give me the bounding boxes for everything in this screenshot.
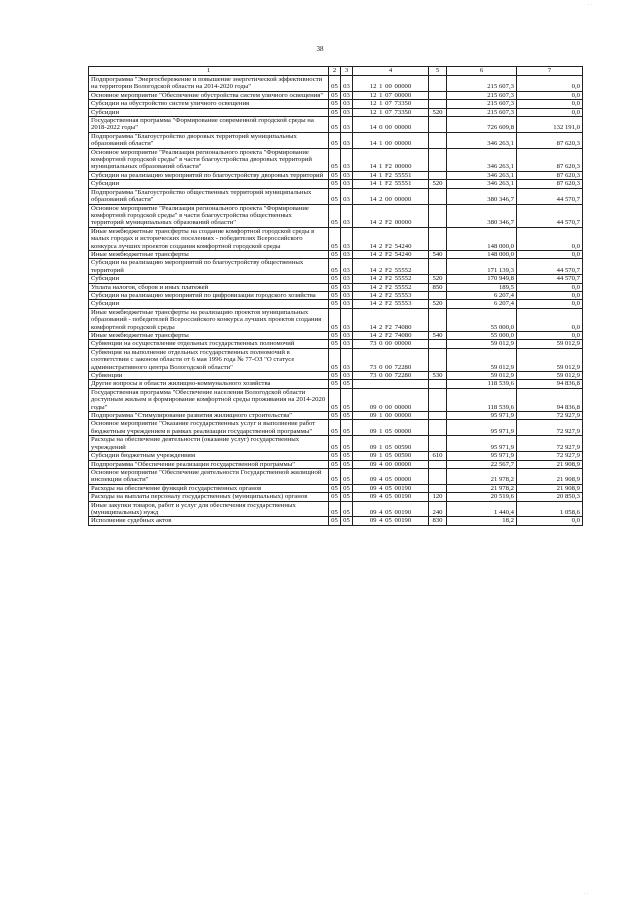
row-section-cell: 05 <box>329 283 341 291</box>
row-name-cell: Основное мероприятие "Реализация регионального проекта "Формирование комфортной городской среды" в части благоустройства общественных территорий муниципальных образований области" <box>89 204 329 227</box>
row-amount-1-cell: 95 971,9 <box>447 412 517 420</box>
row-target-article-cell: 14 2 F2 74080 <box>353 332 429 340</box>
row-amount-1-cell: 170 949,8 <box>447 275 517 283</box>
row-expense-type-cell: 520 <box>429 300 447 308</box>
table-body <box>89 76 583 526</box>
table-row <box>89 117 583 133</box>
row-name-cell: Подпрограмма "Стимулирование развития жилищного строительства" <box>89 412 329 420</box>
row-target-article-cell: 09 4 05 00190 <box>353 493 429 501</box>
row-amount-1-cell: 59 012,9 <box>447 348 517 371</box>
row-amount-1-cell: 21 978,2 <box>447 484 517 492</box>
row-expense-type-cell <box>429 412 447 420</box>
header-cell: 5 <box>429 67 447 76</box>
row-subsection-cell: 03 <box>341 250 353 258</box>
table-row <box>89 501 583 517</box>
row-amount-2-cell: 0,0 <box>517 100 583 108</box>
row-expense-type-cell <box>429 76 447 92</box>
row-subsection-cell: 05 <box>341 460 353 468</box>
row-amount-1-cell: 726 609,8 <box>447 117 517 133</box>
row-expense-type-cell <box>429 117 447 133</box>
row-subsection-cell: 05 <box>341 501 353 517</box>
row-section-cell: 05 <box>329 460 341 468</box>
row-expense-type-cell <box>429 340 447 348</box>
row-name-cell: Подпрограмма "Энергосбережение и повышение энергетической эффективности на территории Вологодской области на 2014-2020 годы" <box>89 76 329 92</box>
row-name-cell: Субвенции на осуществление отдельных государственных полномочий <box>89 340 329 348</box>
row-expense-type-cell: 540 <box>429 332 447 340</box>
row-amount-2-cell: 87 620,3 <box>517 171 583 179</box>
row-subsection-cell: 03 <box>341 259 353 275</box>
row-section-cell: 05 <box>329 91 341 99</box>
row-subsection-cell: 05 <box>341 484 353 492</box>
row-name-cell: Субсидии <box>89 108 329 116</box>
row-section-cell: 05 <box>329 148 341 171</box>
table-row <box>89 283 583 291</box>
row-name-cell: Иные закупки товаров, работ и услуг для обеспечения государственных (муниципальных) нужд <box>89 501 329 517</box>
row-target-article-cell: 14 1 F2 55551 <box>353 180 429 188</box>
row-section-cell: 05 <box>329 291 341 299</box>
row-expense-type-cell: 610 <box>429 452 447 460</box>
row-expense-type-cell: 530 <box>429 372 447 380</box>
row-amount-2-cell: 94 836,8 <box>517 388 583 411</box>
row-subsection-cell: 05 <box>341 493 353 501</box>
row-amount-2-cell: 0,0 <box>517 308 583 331</box>
row-amount-1-cell: 171 139,3 <box>447 259 517 275</box>
row-target-article-cell: 14 2 F2 55553 <box>353 291 429 299</box>
row-name-cell: Подпрограмма "Благоустройство дворовых территорий муниципальных образований области" <box>89 132 329 148</box>
row-amount-1-cell: 6 207,4 <box>447 291 517 299</box>
row-name-cell: Основное мероприятие "Обеспечение деятельности Государственной жилищной инспекции области" <box>89 468 329 484</box>
row-amount-2-cell: 1 058,6 <box>517 501 583 517</box>
row-target-article-cell: 73 0 00 72280 <box>353 348 429 371</box>
header-cell: 3 <box>341 67 353 76</box>
row-amount-2-cell: 0,0 <box>517 76 583 92</box>
row-amount-2-cell: 132 191,0 <box>517 117 583 133</box>
row-name-cell: Субвенции <box>89 372 329 380</box>
row-name-cell: Субсидии <box>89 300 329 308</box>
row-name-cell: Субсидии на реализацию мероприятий по благоустройству общественных территорий <box>89 259 329 275</box>
row-expense-type-cell <box>429 171 447 179</box>
row-amount-2-cell: 87 620,3 <box>517 148 583 171</box>
table-row <box>89 372 583 380</box>
row-section-cell: 05 <box>329 484 341 492</box>
row-amount-2-cell: 59 012,9 <box>517 372 583 380</box>
row-target-article-cell: 12 1 07 73350 <box>353 108 429 116</box>
row-name-cell: Иные межбюджетные трансферты на реализацию проектов муниципальных образований - победителей Всероссийского конкурса лучших проектов создания комфортной городской среды <box>89 308 329 331</box>
row-expense-type-cell <box>429 132 447 148</box>
row-target-article-cell: 73 0 00 72280 <box>353 372 429 380</box>
row-amount-1-cell: 59 012,9 <box>447 340 517 348</box>
row-section-cell: 05 <box>329 275 341 283</box>
row-expense-type-cell: 520 <box>429 180 447 188</box>
table-row <box>89 180 583 188</box>
row-amount-1-cell: 95 971,9 <box>447 420 517 436</box>
row-expense-type-cell <box>429 348 447 371</box>
row-name-cell: Расходы на выплаты персоналу государственных (муниципальных) органов <box>89 493 329 501</box>
row-subsection-cell: 03 <box>341 76 353 92</box>
row-amount-1-cell: 21 978,2 <box>447 468 517 484</box>
table-row <box>89 436 583 452</box>
row-section-cell: 05 <box>329 76 341 92</box>
row-subsection-cell: 03 <box>341 275 353 283</box>
row-amount-1-cell: 215 607,3 <box>447 91 517 99</box>
row-section-cell: 05 <box>329 380 341 388</box>
row-amount-1-cell: 55 000,0 <box>447 308 517 331</box>
row-expense-type-cell: 120 <box>429 493 447 501</box>
table-row <box>89 76 583 92</box>
row-amount-1-cell: 346 263,1 <box>447 171 517 179</box>
row-amount-1-cell: 215 607,3 <box>447 100 517 108</box>
row-amount-2-cell: 44 570,7 <box>517 259 583 275</box>
row-amount-2-cell: 72 927,9 <box>517 420 583 436</box>
row-section-cell: 05 <box>329 452 341 460</box>
row-expense-type-cell <box>429 188 447 204</box>
row-section-cell: 05 <box>329 180 341 188</box>
row-amount-2-cell: 21 908,9 <box>517 468 583 484</box>
row-target-article-cell: 14 2 00 00000 <box>353 188 429 204</box>
table-row <box>89 308 583 331</box>
row-amount-2-cell: 72 927,9 <box>517 452 583 460</box>
row-amount-1-cell: 20 519,6 <box>447 493 517 501</box>
row-amount-1-cell: 55 000,0 <box>447 332 517 340</box>
row-subsection-cell: 03 <box>341 180 353 188</box>
row-section-cell: 05 <box>329 108 341 116</box>
row-section-cell: 05 <box>329 332 341 340</box>
row-expense-type-cell <box>429 468 447 484</box>
table-row <box>89 227 583 250</box>
table-row <box>89 484 583 492</box>
row-amount-2-cell: 0,0 <box>517 517 583 525</box>
row-name-cell: Подпрограмма "Благоустройство общественных территорий муниципальных образований области" <box>89 188 329 204</box>
row-section-cell: 05 <box>329 493 341 501</box>
row-name-cell: Субсидии на реализацию мероприятий по цифровизации городского хозяйства <box>89 291 329 299</box>
row-name-cell: Субвенция на выполнение отдельных государственных полномочий в соответствии с законом области от 6 мая 1996 года № 77-ОЗ "О статусе административного центра Вологодской области" <box>89 348 329 371</box>
scan-mark: · · <box>587 3 592 8</box>
row-amount-2-cell: 59 012,9 <box>517 340 583 348</box>
row-name-cell: Государственная программа "Формирование современной городской среды на 2018-2022 годы" <box>89 117 329 133</box>
row-expense-type-cell <box>429 388 447 411</box>
row-subsection-cell: 03 <box>341 332 353 340</box>
row-expense-type-cell <box>429 484 447 492</box>
row-amount-1-cell: 215 607,3 <box>447 76 517 92</box>
row-expense-type-cell: 850 <box>429 283 447 291</box>
row-target-article-cell: 14 2 F2 55552 <box>353 259 429 275</box>
row-amount-1-cell: 346 263,1 <box>447 148 517 171</box>
scan-mark: · · <box>583 892 588 897</box>
row-section-cell: 05 <box>329 348 341 371</box>
row-name-cell: Основное мероприятие "Оказание государственных услуг и выполнение работ бюджетным учреждением в рамках реализации государственной программы" <box>89 420 329 436</box>
row-subsection-cell: 03 <box>341 340 353 348</box>
table-row <box>89 517 583 525</box>
row-amount-2-cell: 44 570,7 <box>517 204 583 227</box>
row-subsection-cell: 03 <box>341 348 353 371</box>
row-amount-2-cell: 20 850,3 <box>517 493 583 501</box>
row-amount-1-cell: 215 607,3 <box>447 108 517 116</box>
row-expense-type-cell <box>429 291 447 299</box>
row-section-cell: 05 <box>329 436 341 452</box>
table-row <box>89 100 583 108</box>
row-subsection-cell: 05 <box>341 436 353 452</box>
header-row <box>89 67 583 76</box>
row-expense-type-cell <box>429 380 447 388</box>
table-row <box>89 250 583 258</box>
row-amount-2-cell: 0,0 <box>517 250 583 258</box>
row-amount-1-cell: 148 000,0 <box>447 227 517 250</box>
row-name-cell: Расходы на обеспечение деятельности (оказание услуг) государственных учреждений <box>89 436 329 452</box>
row-amount-1-cell: 189,5 <box>447 283 517 291</box>
row-amount-1-cell: 118 539,6 <box>447 380 517 388</box>
row-name-cell: Субсидии на реализацию мероприятий по благоустройству дворовых территорий <box>89 171 329 179</box>
table-row <box>89 380 583 388</box>
table-row <box>89 493 583 501</box>
table-row <box>89 91 583 99</box>
row-amount-2-cell: 72 927,9 <box>517 436 583 452</box>
table-row <box>89 108 583 116</box>
row-name-cell: Государственная программа "Обеспечение населения Вологодской области доступным жильем и формирование комфортной среды проживания на 2014-2020 годы" <box>89 388 329 411</box>
row-subsection-cell: 03 <box>341 132 353 148</box>
row-section-cell: 05 <box>329 308 341 331</box>
row-expense-type-cell <box>429 436 447 452</box>
row-target-article-cell: 14 2 F2 74080 <box>353 308 429 331</box>
row-section-cell: 05 <box>329 100 341 108</box>
row-amount-2-cell: 0,0 <box>517 283 583 291</box>
row-section-cell: 05 <box>329 204 341 227</box>
row-target-article-cell: 09 1 05 00590 <box>353 436 429 452</box>
row-name-cell: Субсидии <box>89 275 329 283</box>
row-amount-1-cell: 346 263,1 <box>447 180 517 188</box>
row-expense-type-cell <box>429 100 447 108</box>
row-target-article-cell: 09 1 05 00590 <box>353 452 429 460</box>
table-row <box>89 300 583 308</box>
row-subsection-cell: 03 <box>341 100 353 108</box>
row-amount-2-cell: 21 908,9 <box>517 460 583 468</box>
row-amount-1-cell: 95 971,9 <box>447 436 517 452</box>
header-cell: 7 <box>517 67 583 76</box>
row-subsection-cell: 03 <box>341 372 353 380</box>
row-expense-type-cell: 540 <box>429 250 447 258</box>
row-amount-2-cell: 94 836,8 <box>517 380 583 388</box>
row-target-article-cell: 09 1 00 00000 <box>353 412 429 420</box>
row-subsection-cell: 03 <box>341 308 353 331</box>
row-subsection-cell: 05 <box>341 380 353 388</box>
row-amount-1-cell: 346 263,1 <box>447 132 517 148</box>
row-name-cell: Субсидии бюджетным учреждениям <box>89 452 329 460</box>
table-row <box>89 171 583 179</box>
row-name-cell: Основное мероприятие "Обеспечение обустройства систем уличного освещения" <box>89 91 329 99</box>
row-expense-type-cell: 830 <box>429 517 447 525</box>
row-subsection-cell: 05 <box>341 517 353 525</box>
row-section-cell: 05 <box>329 388 341 411</box>
row-name-cell: Субсидии <box>89 180 329 188</box>
row-section-cell: 05 <box>329 227 341 250</box>
row-subsection-cell: 05 <box>341 420 353 436</box>
table-row <box>89 452 583 460</box>
row-subsection-cell: 05 <box>341 412 353 420</box>
row-amount-2-cell: 72 927,9 <box>517 412 583 420</box>
row-amount-1-cell: 148 000,0 <box>447 250 517 258</box>
table-row <box>89 348 583 371</box>
row-target-article-cell: 14 2 F2 55552 <box>353 275 429 283</box>
row-target-article-cell: 14 0 00 00000 <box>353 117 429 133</box>
row-amount-2-cell: 87 620,3 <box>517 180 583 188</box>
row-amount-2-cell: 21 908,9 <box>517 484 583 492</box>
row-amount-2-cell: 0,0 <box>517 300 583 308</box>
row-expense-type-cell <box>429 91 447 99</box>
row-section-cell: 05 <box>329 372 341 380</box>
row-target-article-cell: 14 1 F2 00000 <box>353 148 429 171</box>
row-section-cell: 05 <box>329 412 341 420</box>
header-cell: 6 <box>447 67 517 76</box>
row-name-cell: Подпрограмма "Обеспечение реализации государственной программы" <box>89 460 329 468</box>
header-cell: 1 <box>89 67 329 76</box>
row-target-article-cell: 14 2 F2 55553 <box>353 300 429 308</box>
header-cell: 2 <box>329 67 341 76</box>
table-row <box>89 340 583 348</box>
row-name-cell: Исполнение судебных актов <box>89 517 329 525</box>
page-number: 38 <box>316 45 324 53</box>
row-expense-type-cell: 520 <box>429 108 447 116</box>
table-row <box>89 468 583 484</box>
table-row <box>89 388 583 411</box>
row-target-article-cell: 14 1 00 00000 <box>353 132 429 148</box>
row-target-article-cell <box>353 380 429 388</box>
row-amount-1-cell: 1 440,4 <box>447 501 517 517</box>
row-target-article-cell: 14 2 F2 54240 <box>353 227 429 250</box>
row-subsection-cell: 03 <box>341 171 353 179</box>
row-target-article-cell: 09 1 05 00000 <box>353 420 429 436</box>
row-target-article-cell: 09 0 00 00000 <box>353 388 429 411</box>
row-subsection-cell: 05 <box>341 468 353 484</box>
row-amount-1-cell: 380 346,7 <box>447 188 517 204</box>
table-row <box>89 204 583 227</box>
row-target-article-cell: 12 1 07 00000 <box>353 91 429 99</box>
row-expense-type-cell <box>429 308 447 331</box>
row-amount-2-cell: 0,0 <box>517 332 583 340</box>
row-expense-type-cell: 240 <box>429 501 447 517</box>
table-row <box>89 275 583 283</box>
row-amount-1-cell: 22 567,7 <box>447 460 517 468</box>
row-amount-2-cell: 87 620,3 <box>517 132 583 148</box>
row-name-cell: Основное мероприятие "Реализация регионального проекта "Формирование комфортной городской среды" в части благоустройства дворовых территорий муниципальных образований области" <box>89 148 329 171</box>
row-name-cell: Субсидии на обустройство систем уличного освещения <box>89 100 329 108</box>
row-amount-1-cell: 6 207,4 <box>447 300 517 308</box>
row-amount-2-cell: 0,0 <box>517 91 583 99</box>
row-target-article-cell: 14 1 F2 55551 <box>353 171 429 179</box>
row-section-cell: 05 <box>329 250 341 258</box>
row-name-cell: Уплата налогов, сборов и иных платежей <box>89 283 329 291</box>
row-section-cell: 05 <box>329 259 341 275</box>
row-name-cell: Иные межбюджетные трансферты <box>89 250 329 258</box>
table-row <box>89 460 583 468</box>
row-section-cell: 05 <box>329 188 341 204</box>
row-subsection-cell: 03 <box>341 91 353 99</box>
row-expense-type-cell <box>429 259 447 275</box>
row-expense-type-cell <box>429 460 447 468</box>
table-row <box>89 259 583 275</box>
row-target-article-cell: 09 4 05 00000 <box>353 468 429 484</box>
row-amount-1-cell: 380 346,7 <box>447 204 517 227</box>
row-target-article-cell: 73 0 00 00000 <box>353 340 429 348</box>
row-subsection-cell: 03 <box>341 148 353 171</box>
table-row <box>89 412 583 420</box>
table-row <box>89 291 583 299</box>
row-target-article-cell: 09 4 05 00190 <box>353 501 429 517</box>
row-target-article-cell: 14 2 F2 55552 <box>353 283 429 291</box>
row-section-cell: 05 <box>329 171 341 179</box>
table-row <box>89 132 583 148</box>
row-subsection-cell: 05 <box>341 452 353 460</box>
row-amount-2-cell: 44 570,7 <box>517 188 583 204</box>
row-amount-2-cell: 0,0 <box>517 108 583 116</box>
row-section-cell: 05 <box>329 468 341 484</box>
row-expense-type-cell <box>429 227 447 250</box>
row-name-cell: Иные межбюджетные трансферты на создание комфортной городской среды в малых городах и исторических поселениях - победителях Всероссийского конкурса лучших проектов создания комфортной городской среды <box>89 227 329 250</box>
row-name-cell: Иные межбюджетные трансферты <box>89 332 329 340</box>
row-subsection-cell: 03 <box>341 291 353 299</box>
row-section-cell: 05 <box>329 501 341 517</box>
row-amount-1-cell: 59 012,9 <box>447 372 517 380</box>
row-amount-2-cell: 59 012,9 <box>517 348 583 371</box>
row-target-article-cell: 09 4 05 00190 <box>353 517 429 525</box>
row-section-cell: 05 <box>329 117 341 133</box>
row-subsection-cell: 03 <box>341 117 353 133</box>
row-expense-type-cell <box>429 148 447 171</box>
row-section-cell: 05 <box>329 420 341 436</box>
header-cell: 4 <box>353 67 429 76</box>
row-section-cell: 05 <box>329 517 341 525</box>
row-target-article-cell: 12 1 00 00000 <box>353 76 429 92</box>
row-amount-2-cell: 0,0 <box>517 291 583 299</box>
row-subsection-cell: 03 <box>341 300 353 308</box>
row-target-article-cell: 14 2 F2 00000 <box>353 204 429 227</box>
row-amount-2-cell: 44 570,7 <box>517 275 583 283</box>
row-expense-type-cell: 520 <box>429 275 447 283</box>
table-row <box>89 332 583 340</box>
row-name-cell: Другие вопросы в области жилищно-коммунального хозяйства <box>89 380 329 388</box>
row-section-cell: 05 <box>329 340 341 348</box>
row-subsection-cell: 03 <box>341 283 353 291</box>
row-target-article-cell: 12 1 07 73350 <box>353 100 429 108</box>
row-amount-2-cell: 0,0 <box>517 227 583 250</box>
row-section-cell: 05 <box>329 132 341 148</box>
row-amount-1-cell: 18,2 <box>447 517 517 525</box>
row-amount-1-cell: 95 971,9 <box>447 452 517 460</box>
table-row <box>89 420 583 436</box>
row-target-article-cell: 14 2 F2 54240 <box>353 250 429 258</box>
row-name-cell: Расходы на обеспечение функций государственных органов <box>89 484 329 492</box>
row-subsection-cell: 03 <box>341 227 353 250</box>
row-expense-type-cell <box>429 204 447 227</box>
row-subsection-cell: 05 <box>341 388 353 411</box>
row-amount-1-cell: 118 539,6 <box>447 388 517 411</box>
table-row <box>89 148 583 171</box>
budget-table <box>88 66 583 526</box>
row-subsection-cell: 03 <box>341 204 353 227</box>
row-expense-type-cell <box>429 420 447 436</box>
table-row <box>89 188 583 204</box>
row-target-article-cell: 09 4 05 00190 <box>353 484 429 492</box>
row-section-cell: 05 <box>329 300 341 308</box>
row-subsection-cell: 03 <box>341 108 353 116</box>
row-target-article-cell: 09 4 00 00000 <box>353 460 429 468</box>
row-subsection-cell: 03 <box>341 188 353 204</box>
